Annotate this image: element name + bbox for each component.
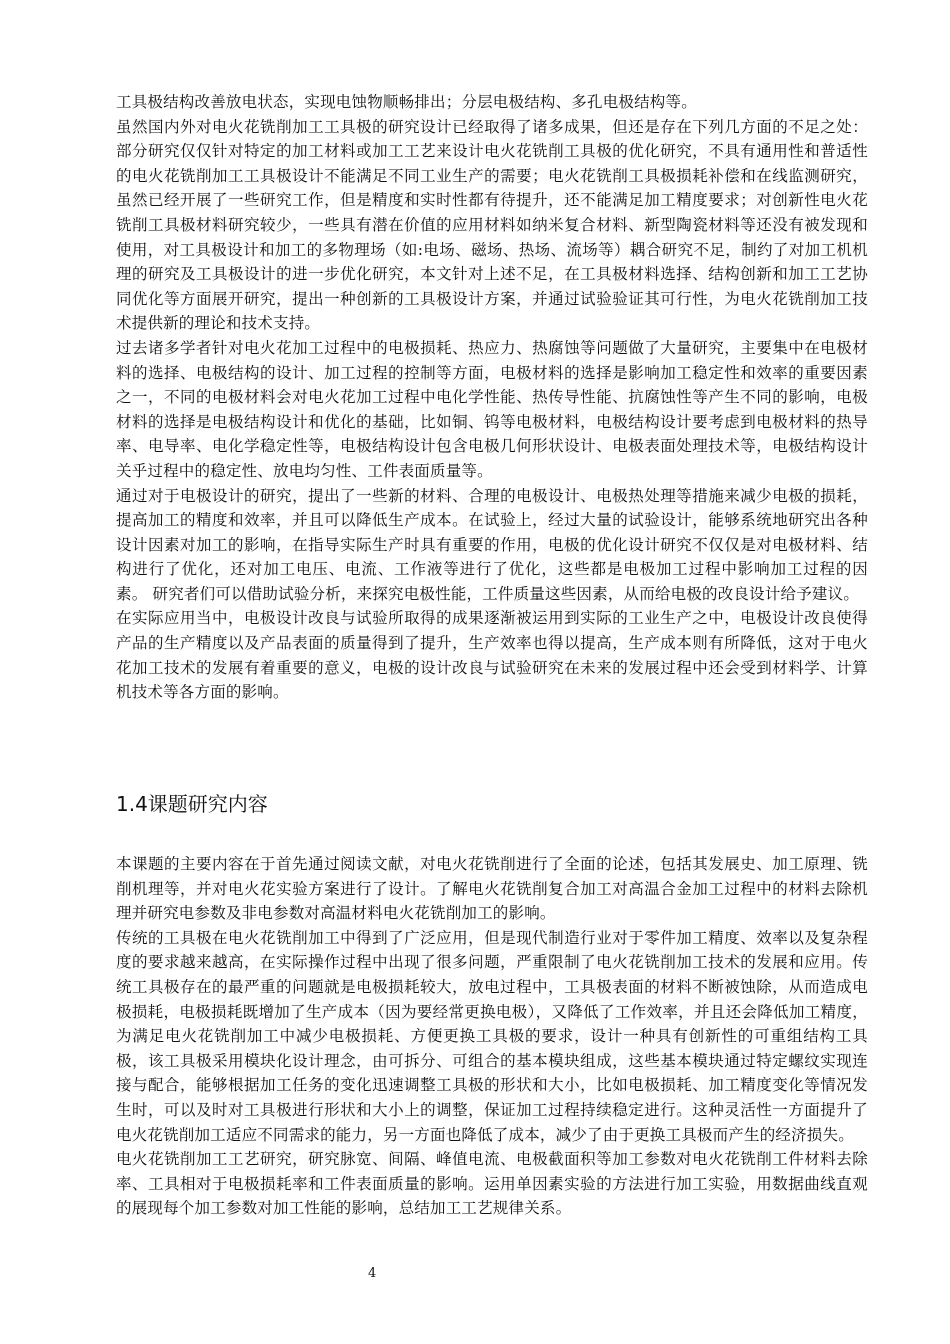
section-heading-wrapper xyxy=(116,790,268,818)
page-number: 4 xyxy=(368,1266,377,1281)
paragraph: 过去诸多学者针对电火花加工过程中的电极损耗、热应力、热腐蚀等问题做了大量研究，主要集中在电极材料的选择、电极结构的设计、加工过程的控制等方面，电极材料的选择是影响加工稳定性和效率的重要因素之一，不同的电极材料会对电火花加工过程中电化学性能、热传导性能、抗腐蚀性等产生不同的影响，电极材料的选择是电极结构设计和优化的基础，比如铜、钨等电极材料，电极结构设计要考虑到电极材料的热导率、电导率、电化学稳定性等，电极结构设计包含电极几何形状设计、电极表面处理技术等，电极结构设计关乎过程中的稳定性、放电均匀性、工件表面质量等。 xyxy=(116,338,868,480)
body-text-bottom xyxy=(116,852,868,1221)
paragraph: 工具极结构改善放电状态，实现电蚀物顺畅排出；分层电极结构、多孔电极结构等。 xyxy=(116,93,697,111)
paragraph: 本课题的主要内容在于首先通过阅读文献，对电火花铣削进行了全面的论述，包括其发展史、加工原理、铣削机理等，并对电火花实验方案进行了设计。了解电火花铣削复合加工对高温合金加工过程中的材料去除机理并研究电参数及非电参数对高温材料电火花铣削加工的影响。 xyxy=(116,855,868,923)
paragraph: 在实际应用当中，电极设计改良与试验所取得的成果逐渐被运用到实际的工业生产之中，电极设计改良使得产品的生产精度以及产品表面的质量得到了提升，生产效率也得以提高，生产成本则有所降低，这对于电火花加工技术的发展有着重要的意义，电极的设计改良与试验研究在未来的发展过程中还会受到材料学、计算机技术等各方面的影响。 xyxy=(116,609,868,702)
section-heading: 1.4课题研究内容 xyxy=(116,792,268,816)
paragraph: 电火花铣削加工工艺研究，研究脉宽、间隔、峰值电流、电极截面积等加工参数对电火花铣削工件材料去除率、工具相对于电极损耗率和工件表面质量的影响。运用单因素实验的方法进行加工实验，用数据曲线直观的展现每个加工参数对加工性能的影响，总结加工工艺规律关系。 xyxy=(116,1150,868,1218)
paragraph: 通过对于电极设计的研究，提出了一些新的材料、合理的电极设计、电极热处理等措施来减少电极的损耗，提高加工的精度和效率，并且可以降低生产成本。在试验上，经过大量的试验设计，能够系统地研究出各种设计因素对加工的影响，在指导实际生产时具有重要的作用，电极的优化设计研究不仅仅是对电极材料、结构进行了优化，还对加工电压、电流、工作液等进行了优化，这些都是电极加工过程中影响加工过程的因素。 研究者们可以借助试验分析，来探究电极性能，工件质量这些因素，从而给电极的改良设计给予建议。 xyxy=(116,486,868,603)
paragraph: 虽然国内外对电火花铣削加工工具极的研究设计已经取得了诸多成果，但还是存在下列几方面的不足之处：部分研究仅仅针对特定的加工材料或加工工艺来设计电火花铣削工具极的优化研究，不具有通用性和普适性的电火花铣削加工工具极设计不能满足不同工业生产的需要；电火花铣削工具极损耗补偿和在线监测研究，虽然已经开展了一些研究工作，但是精度和实时性都有待提升，还不能满足加工精度要求；对创新性电火花铣削工具极材料研究较少，一些具有潜在价值的应用材料如纳米复合材料、新型陶瓷材料等还没有被发现和使用，对工具极设计和加工的多物理场（如:电场、磁场、热场、流场等）耦合研究不足，制约了对加工机机理的研究及工具极设计的进一步优化研究，本文针对上述不足，在工具极材料选择、结构创新和加工工艺协同优化等方面展开研究，提出一种创新的工具极设计方案，并通过试验验证其可行性，为电火花铣削加工技术提供新的理论和技术支持。 xyxy=(116,117,868,333)
paragraph: 传统的工具极在电火花铣削加工中得到了广泛应用，但是现代制造行业对于零件加工精度、效率以及复杂程度的要求越来越高，在实际操作过程中出现了很多问题，严重限制了电火花铣削加工技术的发展和应用。传统工具极存在的最严重的问题就是电极损耗较大，放电过程中，工具极表面的材料不断被蚀除，从而造成电极损耗，电极损耗既增加了生产成本（因为要经常更换电极），又降低了工作效率，并且还会降低加工精度，为满足电火花铣削加工中减少电极损耗、方便更换工具极的要求，设计一种具有创新性的可重组结构工具极，该工具极采用模块化设计理念，由可拆分、可组合的基本模块组成，这些基本模块通过特定螺纹实现连接与配合，能够根据加工任务的变化迅速调整工具极的形状和大小，比如电极损耗、加工精度变化等情况发生时，可以及时对工具极进行形状和大小上的调整，保证加工过程持续稳定进行。这种灵活性一方面提升了电火花铣削加工适应不同需求的能力，另一方面也降低了成本，减少了由于更换工具极而产生的经济损失。 xyxy=(116,928,868,1144)
body-text-top xyxy=(116,90,868,705)
